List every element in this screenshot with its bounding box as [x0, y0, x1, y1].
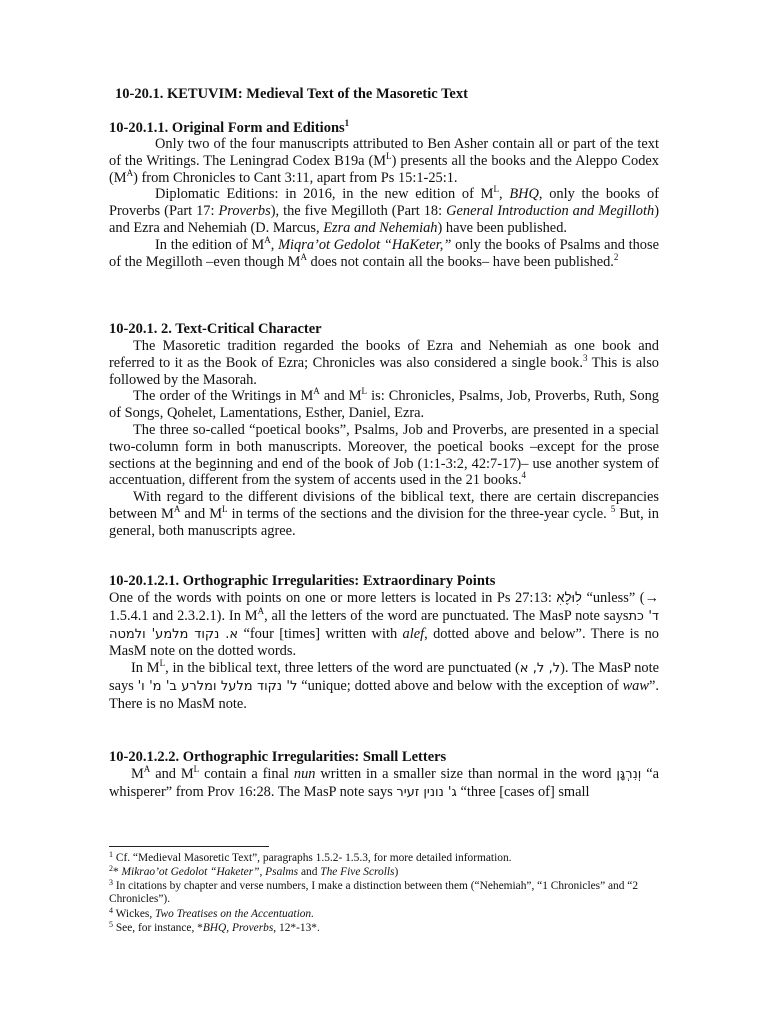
- hebrew-note: ג' נונין זעיר: [396, 784, 457, 800]
- section-small-letters: [109, 766, 659, 802]
- footnote-divider: [109, 846, 269, 847]
- paragraph: Diplomatic Editions: in 2016, in the new edition of $M^L$, BHQ, only the books of Proverbs (Part 17: Proverbs), the five Megilloth (Part 18: General Introduction and Megilloth) and Ezra and Nehemiah (D. Marcus, Ezra and Nehemiah) have been published.: [109, 184, 659, 236]
- paragraph: In the edition of $M^A$, Miqra’ot Gedolot “HaKeter,” only the books of Psalms and those of the Megilloth –even though $M^A$ does not contain all the books– have been published.$^2$: [109, 234, 659, 270]
- paragraph: $M^A$ and $M^L$ contain a final nun written in a smaller size than normal in the word וְנִרְגָּן “a whisperer” from Prov 16:28. The MasP note says ג' נונין זעיר “three [cases of] small: [109, 764, 659, 800]
- hebrew-word: וְנִרְגָּן: [616, 767, 642, 782]
- hebrew-letters: ל, ל, א: [519, 661, 561, 677]
- paragraph: In $M^L$, in the biblical text, three letters of the word are punctuated (ל, ל, א). The MasP note says ל' נקוד מלעל ומלרע ב' מ' ו' “unique; dotted above and below with the exception of waw”. There is no MasM note.: [109, 658, 660, 712]
- section-heading-original-form: 10-20.1.1. Original Form and Editions$^1$: [109, 118, 350, 136]
- section-heading-extraordinary-points: 10-20.1.2.1. Orthographic Irregularities: Extraordinary Points: [109, 573, 496, 589]
- paragraph: One of the words with points on one or more letters is located in Ps 27:13: לׅוּלֵׅאׅ “unless” (→ 1.5.4.1 and 2.3.2.1). In $M^A$, all the letters of the word are punctuated. The MasP note saysד' כת א. נקוד מלמע' ולמטה “four [times] written with alef, dotted above and below”. There is no MasM note on the dotted words.: [109, 590, 660, 660]
- footnote-ref: 1: [344, 118, 350, 128]
- footnote-4: $^4$ Wickes, Two Treatises on the Accentuation.: [109, 906, 314, 920]
- section-original-form: [109, 136, 659, 270]
- paragraph: The three so-called “poetical books”, Psalms, Job and Proverbs, are presented in a special two-column form in both manuscripts. Moreover, the poetical books –except for the prose sections at the beginning and end of the book of Job (1:1-3:2, 42:7-17)– use another system of accentuation, different from the system of accents used in the 21 books.$^4$: [109, 421, 659, 489]
- hebrew-note: ד' כת א. נקוד מלמע' ולמטה: [109, 608, 660, 642]
- footnote-5: $^5$ See, for instance, *BHQ, Proverbs, 12*-13*.: [109, 920, 320, 934]
- section-heading-text-critical: 10-20.1. 2. Text-Critical Character: [109, 321, 322, 337]
- hebrew-word: לׅוּלֵׅאׅ: [556, 591, 582, 606]
- paragraph: The Masoretic tradition regarded the books of Ezra and Nehemiah as one book and referred to it as the Book of Ezra; Chronicles was also considered a single book.$^3$ This is also followed by the Masorah.: [109, 338, 660, 388]
- footnote-2: $^2$* Mikrao’ot Gedolot “Haketer”, Psalms and The Five Scrolls): [109, 864, 399, 878]
- footnote-3: $^3$ In citations by chapter and verse numbers, I make a distinction between them (“Nehemiah”, “1 Chronicles” and “2 Chronicles”).: [109, 878, 639, 905]
- footnote-ref: 3: [582, 352, 588, 363]
- section-text-critical: [109, 338, 659, 540]
- footnote-ref: 5: [610, 503, 616, 514]
- paragraph: Only two of the four manuscripts attributed to Ben Asher contain all or part of the text of the Writings. The Leningrad Codex B19a $(M^L)$ presents all the books and the Aleppo Codex $(M^A)$ from Chronicles to Cant 3:11, apart from Ps 15:1-25:1.: [109, 136, 659, 186]
- footnote-ref: 4: [521, 470, 527, 481]
- paragraph: The order of the Writings in $M^A$ and $M^L$ is: Chronicles, Psalms, Job, Proverbs, Ruth, Song of Songs, Qohelet, Lamentations, Esther, Daniel, Ezra.: [109, 386, 659, 422]
- document-title: 10-20.1. KETUVIM: Medieval Text of the Masoretic Text: [115, 86, 468, 102]
- section-heading-small-letters: 10-20.1.2.2. Orthographic Irregularities: Small Letters: [109, 749, 447, 765]
- paragraph: With regard to the different divisions of the biblical text, there are certain discrepancies between $M^A$ and $M^L$ in terms of the sections and the division for the three-year cycle. $^5$ But, in general, both manuscripts agree.: [109, 489, 659, 539]
- hebrew-note: ל' נקוד מלעל ומלרע ב' מ' ו': [137, 678, 298, 694]
- section-extraordinary-points: [109, 590, 659, 713]
- footnote-ref: 2: [613, 251, 619, 262]
- footnote-1: $^1$ Cf. “Medieval Masoretic Text”, paragraphs 1.5.2- 1.5.3, for more detailed information.: [109, 850, 512, 864]
